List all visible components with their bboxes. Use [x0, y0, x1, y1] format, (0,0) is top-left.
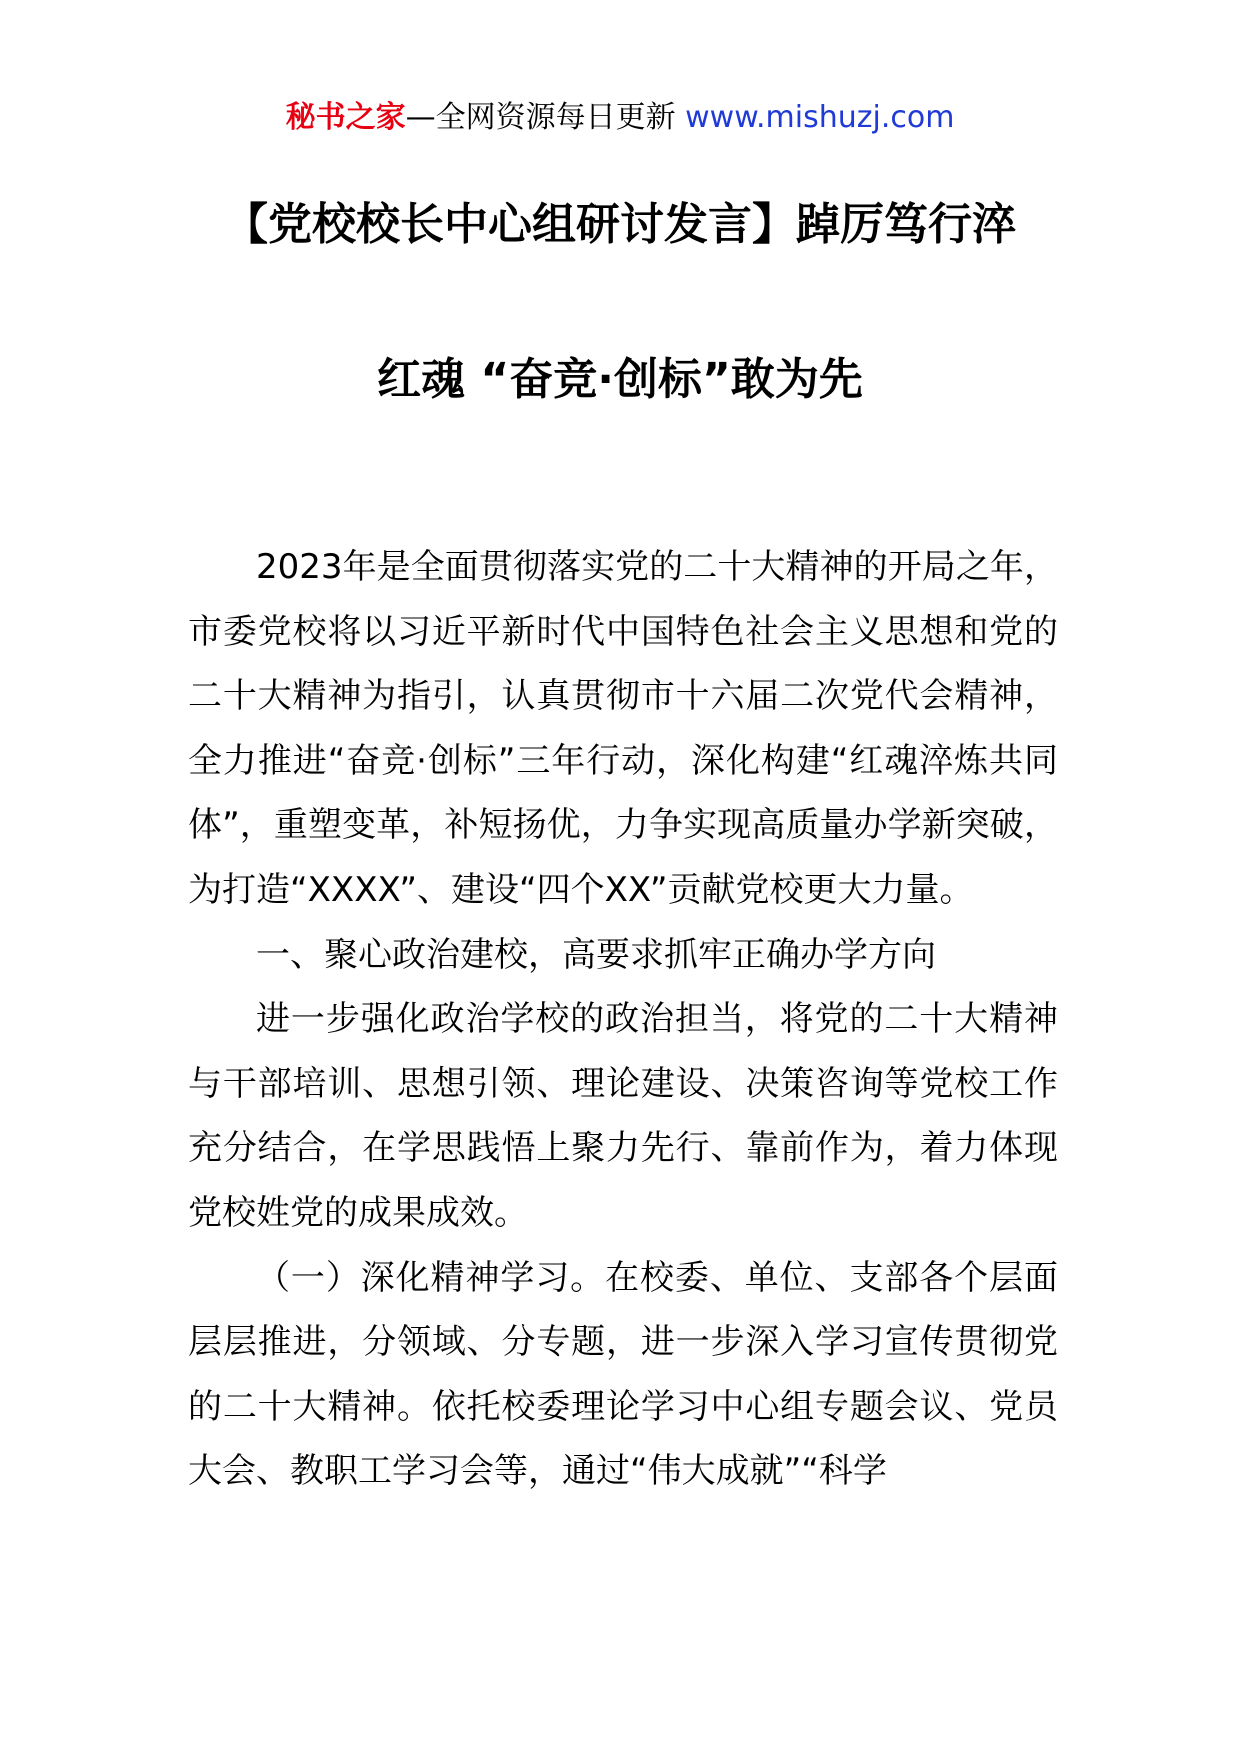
section-heading-1: 一、聚心政治建校，高要求抓牢正确办学方向: [256, 934, 936, 975]
brand-name: 秘书之家: [285, 100, 406, 135]
paragraph-intro: 2023年是全面贯彻落实党的二十大精神的开局之年，市委党校将以习近平新时代中国特色社会主义思想和党的二十大精神为指引，认真贯彻市十六届二次党代会精神，全力推进“奋竞·创标”三年行动，深化构建“红魂淬炼共同体”，重塑变革，补短扬优，力争实现高质量办学新突破，为打造“XXXX”、建设“四个XX”贡献党校更大力量。: [188, 547, 1058, 910]
paragraph-section-1: 进一步强化政治学校的政治担当，将党的二十大精神与干部培训、思想引领、理论建设、决策咨询等党校工作充分结合，在学思践悟上聚力先行、靠前作为，着力体现党校姓党的成果成效。: [188, 999, 1058, 1233]
document-title-line-2: 红魂 “奋竞·创标”敢为先: [377, 354, 863, 405]
site-url-link[interactable]: www.mishuzj.com: [685, 100, 955, 135]
paragraph-subsection-1: （一）深化精神学习。在校委、单位、支部各个层面层层推进，分领域、分专题，进一步深入学习宣传贯彻党的二十大精神。依托校委理论学习中心组专题会议、党员大会、教职工学习会等，通过“伟大成就”“科学: [188, 1257, 1058, 1492]
site-header: [0, 98, 1240, 138]
header-tagline: —全网资源每日更新: [405, 100, 686, 135]
document-title-line-1: 【党校校长中心组研讨发言】踔厉笃行淬: [224, 199, 1016, 250]
document-body: [188, 535, 1058, 1504]
